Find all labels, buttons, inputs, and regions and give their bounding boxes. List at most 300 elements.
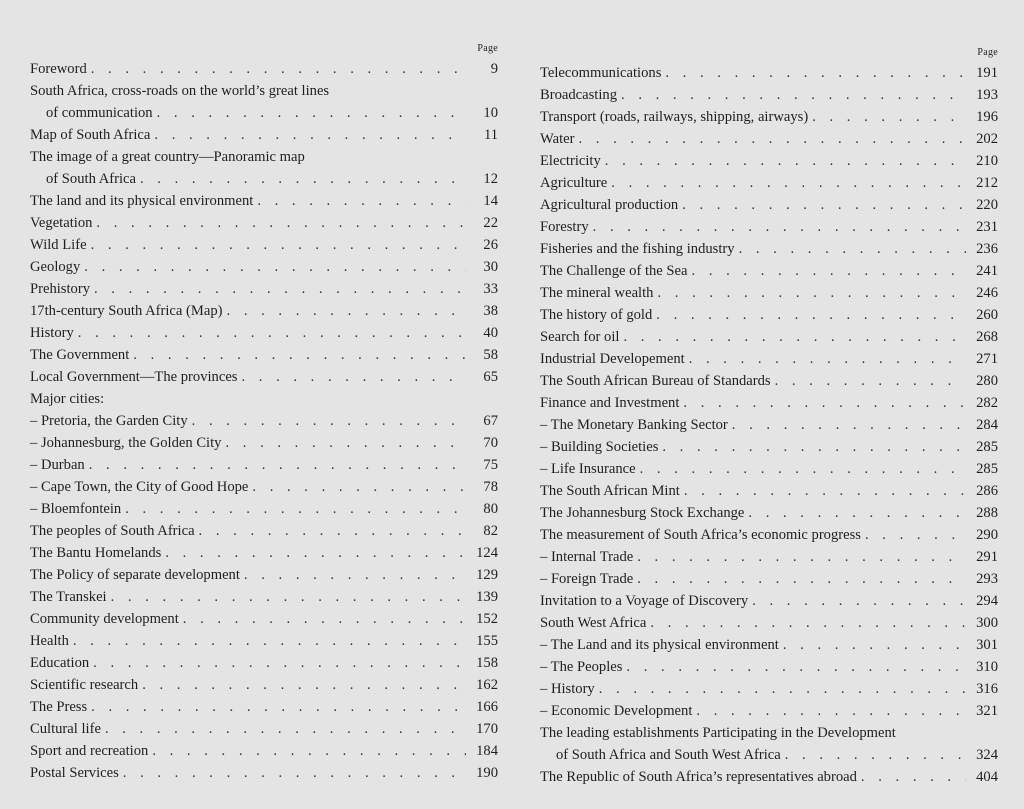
toc-entry-title: – The Monetary Banking Sector <box>540 417 728 433</box>
toc-entry-row <box>540 700 998 722</box>
toc-entry-page-number: 12 <box>483 171 498 187</box>
toc-entry-title: The history of gold <box>540 307 653 323</box>
toc-entry-page-number: 11 <box>483 127 498 143</box>
toc-entry-page-number: 231 <box>976 219 998 235</box>
toc-entry <box>540 590 998 612</box>
toc-entry-page-number: 291 <box>976 549 998 565</box>
toc-entry-title: 17th-century South Africa (Map) <box>30 303 223 319</box>
toc-entry-row <box>540 326 998 348</box>
dot-leader <box>732 414 966 436</box>
dot-leader <box>865 524 966 546</box>
toc-entry <box>30 410 498 432</box>
toc-entry <box>30 124 498 146</box>
toc-entry <box>540 304 998 326</box>
toc-entry-page-number: 65 <box>483 369 498 385</box>
dot-leader <box>650 612 966 634</box>
toc-entry <box>540 260 998 282</box>
dot-leader <box>133 344 466 366</box>
toc-entry-title: South Africa, cross-roads on the world’s great lines <box>30 83 330 99</box>
toc-entry-title: The Bantu Homelands <box>30 545 162 561</box>
toc-entry-row <box>30 718 498 740</box>
toc-entry-page-number: 193 <box>976 87 998 103</box>
dot-leader <box>225 432 466 454</box>
toc-entry-page-number: 184 <box>476 743 498 759</box>
toc-entry-title: The South African Mint <box>540 483 680 499</box>
toc-list-left <box>30 58 498 784</box>
toc-entry-row <box>30 102 498 124</box>
toc-entry-row <box>540 656 998 678</box>
toc-entry-row <box>30 234 498 256</box>
toc-entry-title: – Economic Development <box>540 703 693 719</box>
toc-entry-row <box>540 194 998 216</box>
toc-entry <box>540 634 998 656</box>
toc-entry-row <box>540 238 998 260</box>
toc-entry-page-number: 78 <box>483 479 498 495</box>
toc-entry-row <box>30 696 498 718</box>
dot-leader <box>684 480 966 502</box>
toc-entry-row <box>540 612 998 634</box>
toc-entry-page-number: 236 <box>976 241 998 257</box>
toc-entry <box>540 524 998 546</box>
toc-entry-row <box>30 366 498 388</box>
toc-entry-row <box>30 564 498 586</box>
toc-entry <box>30 454 498 476</box>
toc-entry-row <box>30 410 498 432</box>
toc-entry <box>30 542 498 564</box>
dot-leader <box>785 744 966 766</box>
toc-entry-page-number: 404 <box>976 769 998 785</box>
dot-leader <box>621 84 966 106</box>
toc-entry-page-number: 290 <box>976 527 998 543</box>
toc-entry-title: Agriculture <box>540 175 608 191</box>
toc-entry <box>540 172 998 194</box>
dot-leader <box>140 168 466 190</box>
toc-entry <box>540 436 998 458</box>
toc-entry-page-number: 301 <box>976 637 998 653</box>
toc-entry-page-number: 170 <box>476 721 498 737</box>
toc-entry-row <box>540 216 998 238</box>
toc-entry-page-number: 191 <box>976 65 998 81</box>
dot-leader <box>692 260 966 282</box>
dot-leader <box>105 718 466 740</box>
toc-entry-title: Geology <box>30 259 81 275</box>
toc-entry-row <box>30 762 498 784</box>
toc-entry-row <box>540 546 998 568</box>
toc-entry <box>30 278 498 300</box>
toc-entry-title: The measurement of South Africa’s economic progress <box>540 527 861 543</box>
dot-leader <box>683 392 966 414</box>
toc-entry-title: – The Peoples <box>540 659 623 675</box>
toc-entry-page-number: 139 <box>476 589 498 605</box>
dot-leader <box>739 238 966 260</box>
toc-entry-title: – Pretoria, the Garden City <box>30 413 188 429</box>
toc-entry-page-number: 70 <box>483 435 498 451</box>
toc-entry <box>540 414 998 436</box>
toc-entry-title: of South Africa <box>46 171 136 187</box>
toc-entry-title: The Press <box>30 699 88 715</box>
toc-entry-title: Vegetation <box>30 215 93 231</box>
toc-entry-title: – Foreign Trade <box>540 571 634 587</box>
dot-leader <box>96 212 466 234</box>
toc-entry-row <box>30 476 498 498</box>
toc-entry-row <box>30 322 498 344</box>
toc-entry-title: Telecommunications <box>540 65 662 81</box>
dot-leader <box>111 586 466 608</box>
dot-leader <box>578 128 966 150</box>
toc-entry-page-number: 271 <box>976 351 998 367</box>
toc-entry-title: – Bloemfontein <box>30 501 122 517</box>
toc-entry <box>30 80 498 124</box>
toc-entry-title: Sport and recreation <box>30 743 149 759</box>
toc-entry-row <box>540 436 998 458</box>
toc-entry <box>540 612 998 634</box>
toc-entry-page-number: 155 <box>476 633 498 649</box>
dot-leader <box>593 216 966 238</box>
dot-leader <box>244 564 466 586</box>
toc-entry-title: Industrial Developement <box>540 351 685 367</box>
toc-entry <box>30 146 498 190</box>
dot-leader <box>227 300 466 322</box>
dot-leader <box>183 608 466 630</box>
dot-leader <box>241 366 466 388</box>
toc-entry-row <box>30 124 498 146</box>
toc-entry-page-number: 282 <box>976 395 998 411</box>
dot-leader <box>637 546 966 568</box>
toc-entry-page-number: 38 <box>483 303 498 319</box>
toc-entry-title: The Government <box>30 347 130 363</box>
toc-entry <box>540 150 998 172</box>
dot-leader <box>752 590 966 612</box>
toc-entry <box>540 678 998 700</box>
toc-entry-title: – Building Societies <box>540 439 659 455</box>
dot-leader <box>73 630 466 652</box>
toc-entry-row <box>540 766 998 788</box>
toc-entry-title: Cultural life <box>30 721 101 737</box>
dot-leader <box>94 278 466 300</box>
toc-entry-row <box>30 740 498 762</box>
toc-entry <box>30 476 498 498</box>
toc-entry <box>540 216 998 238</box>
toc-entry-row <box>30 674 498 696</box>
toc-entry <box>30 432 498 454</box>
dot-leader <box>623 326 966 348</box>
toc-entry <box>540 766 998 788</box>
toc-entry-page-number: 190 <box>476 765 498 781</box>
toc-entry-page-number: 288 <box>976 505 998 521</box>
toc-entry-page-number: 14 <box>483 193 498 209</box>
toc-entry-page-number: 166 <box>476 699 498 715</box>
toc-entry <box>30 366 498 388</box>
toc-entry-title: Agricultural production <box>540 197 679 213</box>
toc-entry-title: The land and its physical environment <box>30 193 254 209</box>
toc-entry-page-number: 246 <box>976 285 998 301</box>
toc-entry <box>540 370 998 392</box>
dot-leader <box>689 348 966 370</box>
toc-entry-row <box>30 432 498 454</box>
toc-entry-title: Prehistory <box>30 281 90 297</box>
toc-entry <box>540 62 998 84</box>
toc-entry-title: Electricity <box>540 153 601 169</box>
toc-entry <box>30 762 498 784</box>
toc-entry-row <box>30 168 498 190</box>
toc-entry-title: – Durban <box>30 457 85 473</box>
toc-entry-title: The South African Bureau of Standards <box>540 373 771 389</box>
page-column-header: Page <box>477 43 498 54</box>
dot-leader <box>257 190 466 212</box>
dot-leader <box>812 106 966 128</box>
toc-entry <box>30 520 498 542</box>
toc-entry-page-number: 300 <box>976 615 998 631</box>
toc-entry-page-number: 80 <box>483 501 498 517</box>
toc-entry-page-number: 10 <box>483 105 498 121</box>
dot-leader <box>665 62 966 84</box>
toc-entry-row <box>540 172 998 194</box>
toc-entry-row <box>30 630 498 652</box>
dot-leader <box>611 172 966 194</box>
toc-entry-row <box>540 414 998 436</box>
toc-entry <box>540 502 998 524</box>
toc-entry <box>540 568 998 590</box>
toc-entry-row <box>540 150 998 172</box>
toc-entry <box>30 586 498 608</box>
dot-leader <box>89 454 466 476</box>
toc-entry-page-number: 280 <box>976 373 998 389</box>
toc-entry-title: – History <box>540 681 595 697</box>
toc-entry-title: – The Land and its physical environment <box>540 637 779 653</box>
toc-entry-page-number: 40 <box>483 325 498 341</box>
toc-entry <box>540 238 998 260</box>
dot-leader <box>199 520 466 542</box>
toc-entry-page-number: 268 <box>976 329 998 345</box>
toc-entry-page-number: 241 <box>976 263 998 279</box>
toc-entry <box>30 498 498 520</box>
toc-entry-title: – Cape Town, the City of Good Hope <box>30 479 249 495</box>
toc-entry-title: Finance and Investment <box>540 395 680 411</box>
toc-entry-title: The leading establishments Participating in the Development <box>540 725 896 741</box>
toc-entry-row <box>540 524 998 546</box>
toc-entry-page-number: 162 <box>476 677 498 693</box>
toc-entry-page-number: 285 <box>976 439 998 455</box>
toc-entry-page-number: 9 <box>490 61 498 77</box>
toc-entry-title: Forestry <box>540 219 589 235</box>
dot-leader <box>84 256 466 278</box>
toc-entry-page-number: 196 <box>976 109 998 125</box>
toc-entry-title: Health <box>30 633 69 649</box>
toc-entry <box>30 322 498 344</box>
toc-entry-title: Education <box>30 655 90 671</box>
toc-entry-title: Search for oil <box>540 329 620 345</box>
toc-entry <box>540 106 998 128</box>
toc-entry-title: The Johannesburg Stock Exchange <box>540 505 745 521</box>
toc-entry <box>540 458 998 480</box>
dot-leader <box>125 498 466 520</box>
toc-entry-page-number: 293 <box>976 571 998 587</box>
toc-entry-row <box>30 498 498 520</box>
toc-entry-title: – Life Insurance <box>540 461 636 477</box>
dot-leader <box>682 194 966 216</box>
toc-entry-row <box>30 608 498 630</box>
dot-leader <box>154 124 466 146</box>
toc-entry-page-number: 316 <box>976 681 998 697</box>
toc-entry-row <box>30 58 498 80</box>
toc-entry <box>30 630 498 652</box>
toc-entry <box>30 608 498 630</box>
toc-entry-row <box>540 106 998 128</box>
toc-entry <box>540 546 998 568</box>
dot-leader <box>640 458 966 480</box>
toc-entry <box>30 234 498 256</box>
toc-entry-row <box>540 458 998 480</box>
page-column-header: Page <box>977 47 998 58</box>
toc-column-left <box>30 40 498 784</box>
toc-entry-page-number: 210 <box>976 153 998 169</box>
toc-entry-row <box>540 282 998 304</box>
toc-entry <box>540 194 998 216</box>
toc-column-right <box>540 44 998 788</box>
dot-leader <box>157 102 466 124</box>
toc-entry-row <box>540 634 998 656</box>
toc-entry-row <box>30 278 498 300</box>
toc-entry <box>540 128 998 150</box>
toc-entry-page-number: 58 <box>483 347 498 363</box>
toc-entry-row <box>540 392 998 414</box>
toc-entry-title: Major cities: <box>30 391 105 407</box>
toc-entry <box>30 718 498 740</box>
toc-entry-row <box>540 568 998 590</box>
dot-leader <box>783 634 966 656</box>
toc-entry-row <box>30 212 498 234</box>
toc-entry-title: – Johannesburg, the Golden City <box>30 435 222 451</box>
toc-entry-row <box>30 388 498 410</box>
toc-entry <box>540 656 998 678</box>
toc-entry-page-number: 124 <box>476 545 498 561</box>
toc-entry-title: Fisheries and the fishing industry <box>540 241 735 257</box>
dot-leader <box>252 476 466 498</box>
toc-entry <box>30 58 498 80</box>
toc-entry-row <box>30 256 498 278</box>
toc-entry-page-number: 158 <box>476 655 498 671</box>
toc-entry-row <box>540 348 998 370</box>
toc-entry-row <box>30 344 498 366</box>
toc-entry <box>540 326 998 348</box>
toc-entry-row <box>540 62 998 84</box>
toc-entry-row <box>540 260 998 282</box>
toc-entry-page-number: 285 <box>976 461 998 477</box>
toc-entry-page-number: 26 <box>483 237 498 253</box>
toc-entry-title: Local Government—The provinces <box>30 369 238 385</box>
toc-entry-title: The Republic of South Africa’s representatives abroad <box>540 769 857 785</box>
toc-entry-title: Foreword <box>30 61 87 77</box>
dot-leader <box>637 568 966 590</box>
toc-entry-title: The Transkei <box>30 589 107 605</box>
dot-leader <box>93 652 466 674</box>
toc-entry <box>30 388 498 410</box>
toc-entry <box>540 700 998 722</box>
toc-entry-title: Wild Life <box>30 237 87 253</box>
toc-entry-row <box>30 454 498 476</box>
toc-entry-page-number: 75 <box>483 457 498 473</box>
toc-entry-row <box>30 520 498 542</box>
toc-entry <box>30 652 498 674</box>
toc-entry-page-number: 30 <box>483 259 498 275</box>
dot-leader <box>861 766 966 788</box>
toc-entry <box>540 392 998 414</box>
toc-entry-page-number: 202 <box>976 131 998 147</box>
dot-leader <box>192 410 466 432</box>
dot-leader <box>78 322 466 344</box>
toc-entry-title: The mineral wealth <box>540 285 654 301</box>
toc-entry-title: Transport (roads, railways, shipping, airways) <box>540 109 809 125</box>
toc-entry-title: Water <box>540 131 575 147</box>
dot-leader <box>656 304 966 326</box>
toc-entry-page-number: 220 <box>976 197 998 213</box>
toc-entry-row <box>540 502 998 524</box>
toc-entry-title: Community development <box>30 611 179 627</box>
toc-entry-page-number: 294 <box>976 593 998 609</box>
toc-entry-row <box>30 586 498 608</box>
dot-leader <box>142 674 466 696</box>
toc-entry-row <box>540 128 998 150</box>
toc-entry-row <box>30 652 498 674</box>
toc-entry-row <box>30 300 498 322</box>
toc-entry-page-number: 310 <box>976 659 998 675</box>
toc-list-right <box>540 62 998 788</box>
toc-entry-title: History <box>30 325 74 341</box>
toc-entry-page-number: 260 <box>976 307 998 323</box>
toc-entry-page-number: 321 <box>976 703 998 719</box>
dot-leader <box>657 282 966 304</box>
toc-entry-row <box>540 370 998 392</box>
toc-entry-page-number: 152 <box>476 611 498 627</box>
dot-leader <box>152 740 466 762</box>
toc-entry <box>30 212 498 234</box>
toc-entry-title: Scientific research <box>30 677 139 693</box>
toc-entry <box>540 722 998 766</box>
dot-leader <box>165 542 466 564</box>
dot-leader <box>662 436 966 458</box>
toc-entry-title: The Policy of separate development <box>30 567 240 583</box>
dot-leader <box>748 502 966 524</box>
dot-leader <box>696 700 966 722</box>
toc-entry-title: Postal Services <box>30 765 119 781</box>
toc-entry <box>540 480 998 502</box>
dot-leader <box>626 656 966 678</box>
toc-entry <box>540 348 998 370</box>
dot-leader <box>91 58 466 80</box>
toc-entry-row <box>540 480 998 502</box>
toc-entry-title: of South Africa and South West Africa <box>556 747 781 763</box>
dot-leader <box>91 696 466 718</box>
toc-entry-row <box>540 304 998 326</box>
toc-entry-row <box>540 678 998 700</box>
dot-leader <box>91 234 466 256</box>
dot-leader <box>605 150 966 172</box>
toc-entry <box>540 282 998 304</box>
toc-entry-title: South West Africa <box>540 615 647 631</box>
toc-entry-page-number: 284 <box>976 417 998 433</box>
toc-entry-title: The Challenge of the Sea <box>540 263 688 279</box>
toc-entry <box>30 564 498 586</box>
toc-entry-page-number: 286 <box>976 483 998 499</box>
toc-entry-row <box>30 542 498 564</box>
toc-entry-title: Invitation to a Voyage of Discovery <box>540 593 749 609</box>
toc-entry <box>30 344 498 366</box>
toc-entry <box>30 300 498 322</box>
dot-leader <box>775 370 966 392</box>
toc-entry-row <box>30 190 498 212</box>
toc-entry-page-number: 324 <box>976 747 998 763</box>
toc-entry-title: Map of South Africa <box>30 127 151 143</box>
